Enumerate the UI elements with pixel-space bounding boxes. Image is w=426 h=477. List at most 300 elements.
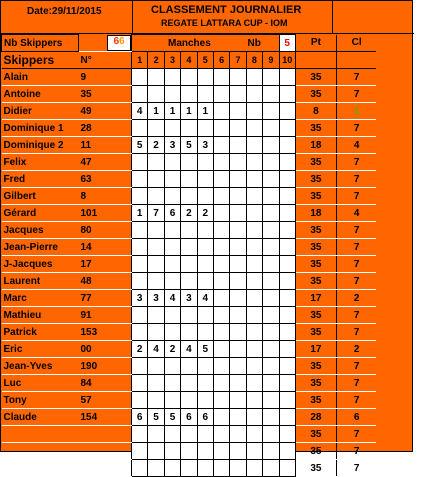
cl-col-blank [336, 52, 376, 69]
race-result-cell[interactable] [197, 86, 213, 103]
classement-value: 2 [336, 341, 376, 358]
race-result-cell[interactable] [181, 69, 197, 86]
points-value: 35 [295, 375, 336, 392]
race-result-cell[interactable] [213, 324, 229, 341]
classement-value: 7 [336, 69, 376, 86]
race-result-cell[interactable] [213, 341, 229, 358]
race-result-cell[interactable] [263, 375, 279, 392]
race-result-cell[interactable] [164, 392, 180, 409]
date-label: Date:29/11/2015 [27, 6, 102, 17]
race-result-cell[interactable]: 1 [132, 205, 148, 222]
skipper-name: Dominique 1 [2, 120, 79, 137]
race-result-cell[interactable] [213, 409, 229, 426]
race-result-cell[interactable] [230, 154, 246, 171]
race-result-cell[interactable] [213, 239, 229, 256]
race-result-cell[interactable] [230, 358, 246, 375]
race-result-cell[interactable] [230, 426, 246, 443]
race-result-cell[interactable]: 1 [181, 103, 197, 120]
race-result-cell[interactable] [230, 409, 246, 426]
nb-skippers-value: 6 [113, 35, 119, 47]
race-result-cell[interactable] [197, 171, 213, 188]
race-result-cell[interactable] [246, 409, 262, 426]
race-result-cell[interactable] [132, 69, 148, 86]
race-result-cell[interactable] [246, 103, 262, 120]
skipper-name: Gilbert [2, 188, 79, 205]
skipper-name: Laurent [2, 273, 79, 290]
race-result-cell[interactable] [197, 188, 213, 205]
race-result-cell[interactable] [263, 273, 279, 290]
race-result-cell[interactable] [197, 154, 213, 171]
race-result-cell[interactable] [230, 324, 246, 341]
race-result-cell[interactable] [197, 120, 213, 137]
race-result-cell[interactable] [230, 171, 246, 188]
race-result-cell[interactable] [246, 460, 262, 477]
race-result-cell[interactable] [279, 341, 295, 358]
race-result-cell[interactable] [279, 171, 295, 188]
skipper-number: 80 [79, 222, 132, 239]
race-result-cell[interactable] [181, 307, 197, 324]
race-result-cell[interactable] [197, 460, 213, 477]
race-result-cell[interactable] [164, 154, 180, 171]
race-result-cell[interactable] [279, 103, 295, 120]
race-result-cell[interactable] [148, 426, 164, 443]
race-result-cell[interactable] [279, 375, 295, 392]
race-result-cell[interactable] [279, 273, 295, 290]
nb-skippers-value-cell [79, 35, 132, 52]
race-result-cell[interactable] [213, 307, 229, 324]
race-result-cell[interactable]: 4 [164, 290, 180, 307]
race-result-cell[interactable] [246, 171, 262, 188]
race-result-cell[interactable]: 6 [197, 409, 213, 426]
race-result-cell[interactable] [263, 120, 279, 137]
race-number-header: 6 [213, 52, 229, 69]
skipper-number: 91 [79, 307, 132, 324]
race-result-cell[interactable] [279, 460, 295, 477]
race-result-cell[interactable] [197, 426, 213, 443]
race-result-cell[interactable]: 1 [164, 103, 180, 120]
race-result-cell[interactable] [132, 375, 148, 392]
race-result-cell[interactable] [164, 324, 180, 341]
classement-value: 2 [336, 290, 376, 307]
race-result-cell[interactable]: 3 [164, 137, 180, 154]
race-result-cell[interactable] [132, 86, 148, 103]
race-result-cell[interactable] [263, 426, 279, 443]
race-result-cell[interactable] [181, 222, 197, 239]
race-result-cell[interactable] [213, 86, 229, 103]
skipper-row [2, 273, 377, 290]
skipper-row [2, 86, 377, 103]
race-result-cell[interactable] [230, 137, 246, 154]
race-result-cell[interactable]: 6 [132, 409, 148, 426]
skipper-name: Jean-Yves [2, 358, 79, 375]
race-result-cell[interactable] [148, 69, 164, 86]
race-result-cell[interactable] [246, 426, 262, 443]
race-result-cell[interactable] [230, 307, 246, 324]
race-result-cell[interactable] [181, 154, 197, 171]
points-value: 35 [295, 324, 336, 341]
race-result-cell[interactable]: 2 [132, 341, 148, 358]
race-result-cell[interactable] [230, 86, 246, 103]
race-result-cell[interactable] [230, 222, 246, 239]
race-number-header: 3 [164, 52, 180, 69]
race-result-cell[interactable] [164, 443, 180, 460]
race-result-cell[interactable] [164, 239, 180, 256]
race-result-cell[interactable] [263, 392, 279, 409]
race-result-cell[interactable] [246, 307, 262, 324]
race-result-cell[interactable] [246, 375, 262, 392]
race-result-cell[interactable] [279, 86, 295, 103]
classement-value: 6 [336, 409, 376, 426]
race-result-cell[interactable] [230, 460, 246, 477]
race-result-cell[interactable] [197, 392, 213, 409]
race-result-cell[interactable]: 5 [164, 409, 180, 426]
race-result-cell[interactable] [148, 443, 164, 460]
skipper-row [2, 137, 377, 154]
race-result-cell[interactable]: 3 [197, 137, 213, 154]
classement-value: 7 [336, 171, 376, 188]
race-result-cell[interactable] [279, 324, 295, 341]
race-result-cell[interactable]: 6 [181, 409, 197, 426]
race-result-cell[interactable] [246, 443, 262, 460]
race-result-cell[interactable] [148, 324, 164, 341]
race-result-cell[interactable] [213, 460, 229, 477]
race-result-cell[interactable] [246, 341, 262, 358]
race-result-cell[interactable] [213, 69, 229, 86]
race-result-cell[interactable] [263, 154, 279, 171]
skipper-name: Mathieu [2, 307, 79, 324]
race-result-cell[interactable] [197, 375, 213, 392]
race-result-cell[interactable] [213, 358, 229, 375]
race-result-cell[interactable] [279, 409, 295, 426]
race-result-cell[interactable] [246, 86, 262, 103]
race-result-cell[interactable] [181, 443, 197, 460]
race-result-cell[interactable] [181, 256, 197, 273]
race-result-cell[interactable]: 2 [197, 205, 213, 222]
race-result-cell[interactable] [148, 222, 164, 239]
race-result-cell[interactable] [181, 324, 197, 341]
race-result-cell[interactable] [279, 188, 295, 205]
race-result-cell[interactable] [246, 137, 262, 154]
race-result-cell[interactable] [181, 460, 197, 477]
race-result-cell[interactable] [213, 273, 229, 290]
race-result-cell[interactable] [197, 358, 213, 375]
race-result-cell[interactable] [263, 256, 279, 273]
race-result-cell[interactable] [181, 171, 197, 188]
race-result-cell[interactable] [132, 443, 148, 460]
race-result-cell[interactable] [279, 137, 295, 154]
race-result-cell[interactable] [230, 69, 246, 86]
race-result-cell[interactable] [132, 222, 148, 239]
race-result-cell[interactable] [246, 222, 262, 239]
race-result-cell[interactable] [164, 171, 180, 188]
race-result-cell[interactable] [197, 239, 213, 256]
race-result-cell[interactable]: 5 [132, 137, 148, 154]
race-result-cell[interactable] [148, 358, 164, 375]
race-result-cell[interactable]: 6 [164, 205, 180, 222]
race-result-cell[interactable] [279, 392, 295, 409]
skipper-number: 11 [79, 137, 132, 154]
race-result-cell[interactable] [181, 375, 197, 392]
skipper-row [2, 69, 377, 86]
race-result-cell[interactable] [181, 273, 197, 290]
race-result-cell[interactable]: 4 [132, 103, 148, 120]
results-table [1, 34, 376, 477]
race-result-cell[interactable] [164, 307, 180, 324]
race-result-cell[interactable] [164, 358, 180, 375]
race-result-cell[interactable] [263, 86, 279, 103]
race-result-cell[interactable] [230, 205, 246, 222]
classement-value: 7 [336, 154, 376, 171]
race-result-cell[interactable] [263, 171, 279, 188]
race-result-cell[interactable] [181, 239, 197, 256]
race-result-cell[interactable] [181, 120, 197, 137]
skipper-name: Eric [2, 341, 79, 358]
race-result-cell[interactable] [197, 307, 213, 324]
race-result-cell[interactable] [132, 460, 148, 477]
skipper-name: Didier [2, 103, 79, 120]
points-value: 35 [295, 154, 336, 171]
skipper-number: 154 [79, 409, 132, 426]
points-value: 35 [295, 426, 336, 443]
points-value: 8 [295, 103, 336, 120]
points-value: 35 [295, 188, 336, 205]
race-result-cell[interactable] [279, 307, 295, 324]
race-result-cell[interactable] [246, 120, 262, 137]
race-result-cell[interactable] [148, 375, 164, 392]
race-result-cell[interactable] [132, 324, 148, 341]
race-result-cell[interactable] [132, 256, 148, 273]
race-result-cell[interactable] [164, 86, 180, 103]
race-result-cell[interactable] [213, 120, 229, 137]
race-result-cell[interactable] [279, 222, 295, 239]
race-result-cell[interactable] [148, 256, 164, 273]
race-result-cell[interactable] [263, 137, 279, 154]
skipper-name: Claude [2, 409, 79, 426]
race-result-cell[interactable] [181, 86, 197, 103]
race-result-cell[interactable] [148, 392, 164, 409]
skipper-name: Gérard [2, 205, 79, 222]
race-result-cell[interactable] [164, 188, 180, 205]
race-result-cell[interactable]: 4 [148, 341, 164, 358]
race-result-cell[interactable] [164, 120, 180, 137]
race-result-cell[interactable]: 5 [148, 409, 164, 426]
race-result-cell[interactable] [132, 120, 148, 137]
race-result-cell[interactable] [230, 290, 246, 307]
race-result-cell[interactable] [246, 358, 262, 375]
race-result-cell[interactable] [213, 205, 229, 222]
race-result-cell[interactable] [230, 392, 246, 409]
header-right-cell [333, 1, 414, 34]
race-result-cell[interactable] [246, 392, 262, 409]
cl-header: Cl [336, 35, 376, 52]
skipper-name [2, 426, 79, 443]
race-result-cell[interactable] [213, 222, 229, 239]
race-result-cell[interactable] [263, 103, 279, 120]
race-result-cell[interactable] [279, 205, 295, 222]
race-result-cell[interactable] [230, 443, 246, 460]
skipper-row [2, 239, 377, 256]
race-result-cell[interactable] [279, 154, 295, 171]
race-result-cell[interactable] [213, 154, 229, 171]
race-number-header: 9 [263, 52, 279, 69]
classement-value: 7 [336, 120, 376, 137]
race-number-header: 10 [279, 52, 295, 69]
race-result-cell[interactable] [164, 426, 180, 443]
race-result-cell[interactable] [148, 154, 164, 171]
race-result-cell[interactable]: 2 [148, 137, 164, 154]
race-result-cell[interactable] [132, 426, 148, 443]
race-result-cell[interactable] [213, 137, 229, 154]
race-result-cell[interactable] [279, 426, 295, 443]
race-result-cell[interactable] [148, 188, 164, 205]
race-result-cell[interactable] [230, 120, 246, 137]
race-result-cell[interactable] [263, 341, 279, 358]
race-result-cell[interactable] [164, 273, 180, 290]
race-result-cell[interactable] [132, 392, 148, 409]
race-result-cell[interactable] [213, 392, 229, 409]
skipper-number: 153 [79, 324, 132, 341]
race-result-cell[interactable] [246, 290, 262, 307]
race-result-cell[interactable] [213, 375, 229, 392]
points-value: 18 [295, 205, 336, 222]
race-result-cell[interactable] [246, 69, 262, 86]
race-result-cell[interactable] [148, 239, 164, 256]
race-result-cell[interactable] [263, 205, 279, 222]
race-result-cell[interactable]: 4 [181, 341, 197, 358]
classement-value: 7 [336, 392, 376, 409]
race-result-cell[interactable] [263, 307, 279, 324]
race-result-cell[interactable] [230, 103, 246, 120]
race-result-cell[interactable] [230, 256, 246, 273]
classement-value: 7 [336, 324, 376, 341]
race-result-cell[interactable]: 5 [181, 137, 197, 154]
race-result-cell[interactable] [164, 375, 180, 392]
race-result-cell[interactable] [213, 443, 229, 460]
race-result-cell[interactable]: 5 [197, 341, 213, 358]
race-result-cell[interactable] [213, 171, 229, 188]
race-result-cell[interactable]: 4 [197, 290, 213, 307]
race-result-cell[interactable] [263, 239, 279, 256]
race-result-cell[interactable] [230, 375, 246, 392]
race-result-cell[interactable] [148, 460, 164, 477]
race-result-cell[interactable] [279, 256, 295, 273]
race-result-cell[interactable] [213, 426, 229, 443]
race-result-cell[interactable] [148, 273, 164, 290]
race-result-cell[interactable] [246, 239, 262, 256]
race-result-cell[interactable] [197, 222, 213, 239]
skipper-row [2, 256, 377, 273]
skipper-row [2, 324, 377, 341]
race-result-cell[interactable] [132, 239, 148, 256]
race-result-cell[interactable] [279, 443, 295, 460]
race-result-cell[interactable] [148, 120, 164, 137]
race-result-cell[interactable]: 3 [148, 290, 164, 307]
race-result-cell[interactable] [263, 443, 279, 460]
race-result-cell[interactable] [132, 154, 148, 171]
race-result-cell[interactable] [230, 341, 246, 358]
race-result-cell[interactable]: 7 [148, 205, 164, 222]
race-result-cell[interactable] [164, 460, 180, 477]
race-result-cell[interactable]: 3 [132, 290, 148, 307]
race-result-cell[interactable] [132, 171, 148, 188]
points-value: 35 [295, 273, 336, 290]
race-result-cell[interactable] [181, 188, 197, 205]
race-result-cell[interactable] [246, 205, 262, 222]
race-result-cell[interactable] [263, 358, 279, 375]
race-result-cell[interactable] [197, 443, 213, 460]
race-result-cell[interactable] [132, 188, 148, 205]
race-result-cell[interactable] [263, 460, 279, 477]
race-result-cell[interactable] [279, 69, 295, 86]
race-result-cell[interactable]: 1 [197, 103, 213, 120]
race-result-cell[interactable] [279, 239, 295, 256]
skipper-row [2, 409, 377, 426]
race-result-cell[interactable] [263, 188, 279, 205]
race-result-cell[interactable] [213, 103, 229, 120]
skipper-name [2, 460, 79, 477]
race-result-cell[interactable] [181, 358, 197, 375]
race-result-cell[interactable] [279, 290, 295, 307]
race-result-cell[interactable] [181, 426, 197, 443]
race-result-cell[interactable] [164, 256, 180, 273]
race-result-cell[interactable] [230, 188, 246, 205]
points-value: 35 [295, 307, 336, 324]
race-result-cell[interactable] [213, 188, 229, 205]
race-result-cell[interactable] [279, 358, 295, 375]
race-result-cell[interactable] [164, 222, 180, 239]
race-result-cell[interactable] [246, 188, 262, 205]
skipper-name: Tony [2, 392, 79, 409]
race-result-cell[interactable] [148, 171, 164, 188]
race-result-cell[interactable] [246, 256, 262, 273]
nb-skippers-value-2: 6 [119, 35, 125, 47]
race-result-cell[interactable] [263, 222, 279, 239]
race-result-cell[interactable] [148, 86, 164, 103]
race-result-cell[interactable]: 3 [181, 290, 197, 307]
page-subtitle: REGATE LATTARA CUP - IOM [161, 18, 288, 28]
race-result-cell[interactable] [246, 154, 262, 171]
race-result-cell[interactable]: 2 [164, 341, 180, 358]
race-result-cell[interactable] [230, 239, 246, 256]
race-result-cell[interactable] [263, 290, 279, 307]
race-result-cell[interactable] [213, 290, 229, 307]
race-result-cell[interactable] [197, 256, 213, 273]
nb-value: 5 [279, 35, 295, 52]
race-result-cell[interactable] [263, 69, 279, 86]
race-result-cell[interactable] [197, 273, 213, 290]
skipper-name: Fred [2, 171, 79, 188]
race-result-cell[interactable] [230, 273, 246, 290]
race-result-cell[interactable] [263, 409, 279, 426]
classement-value: 7 [336, 375, 376, 392]
race-result-cell[interactable]: 2 [181, 205, 197, 222]
race-result-cell[interactable] [132, 307, 148, 324]
race-result-cell[interactable] [213, 256, 229, 273]
race-result-cell[interactable] [132, 358, 148, 375]
race-result-cell[interactable]: 1 [148, 103, 164, 120]
skipper-number: 17 [79, 256, 132, 273]
race-result-cell[interactable] [164, 69, 180, 86]
race-result-cell[interactable] [263, 324, 279, 341]
race-result-cell[interactable] [246, 324, 262, 341]
race-result-cell[interactable] [181, 392, 197, 409]
race-result-cell[interactable] [148, 307, 164, 324]
race-result-cell[interactable] [197, 69, 213, 86]
race-result-cell[interactable] [279, 120, 295, 137]
race-result-cell[interactable] [197, 324, 213, 341]
race-result-cell[interactable] [132, 273, 148, 290]
race-result-cell[interactable] [246, 273, 262, 290]
